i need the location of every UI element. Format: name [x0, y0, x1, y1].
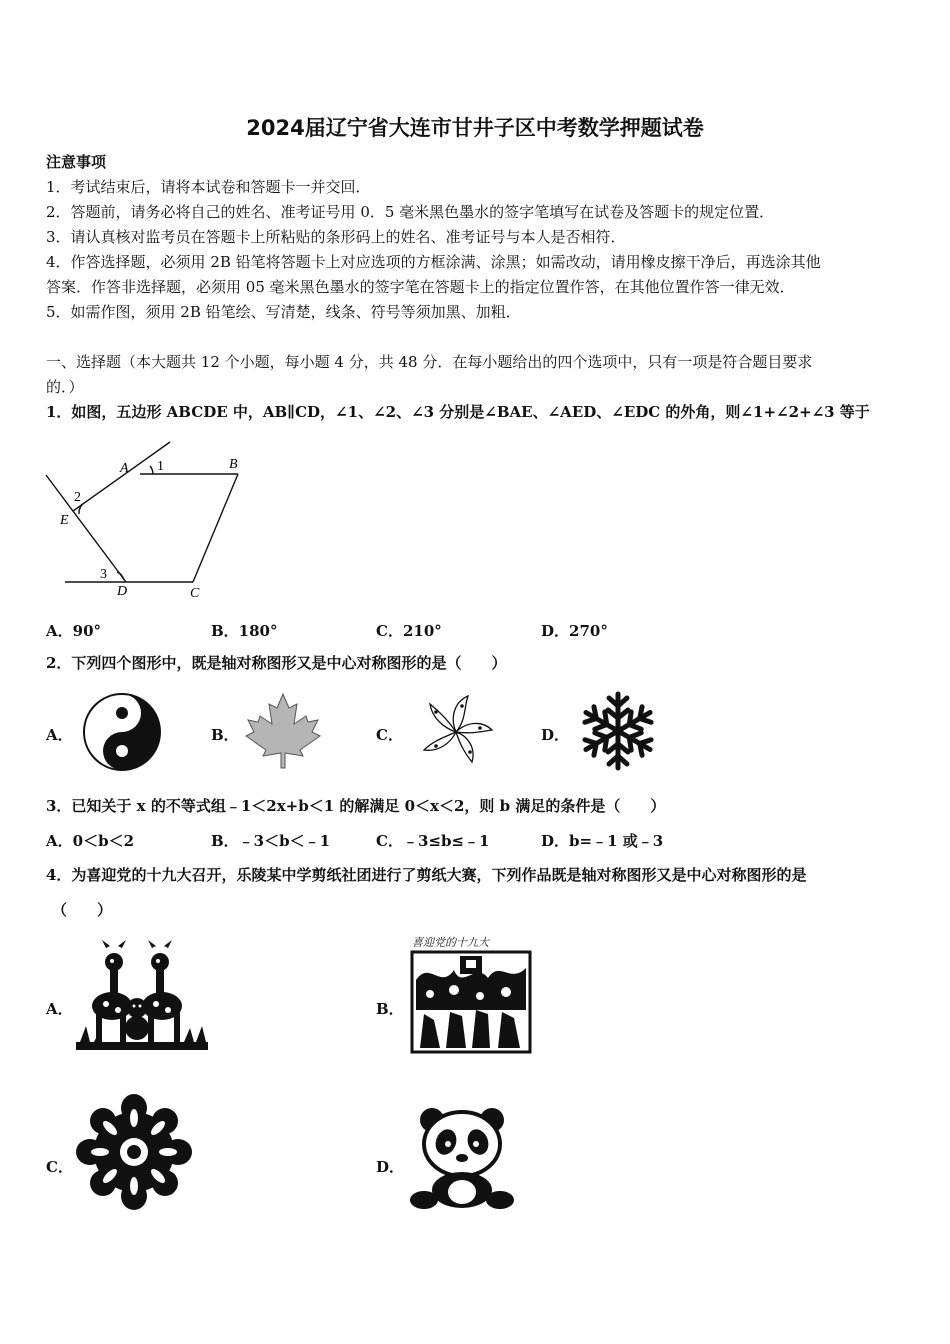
q2-option-a[interactable]: A．: [46, 726, 73, 744]
section-heading-cont: 的．）: [46, 378, 84, 396]
maple-leaf-icon: [242, 690, 324, 770]
label-angle-1: 1: [157, 459, 164, 474]
label-b: B: [229, 457, 238, 472]
q1-option-a[interactable]: A．90°: [46, 622, 102, 640]
label-e: E: [60, 513, 69, 528]
label-a: A: [120, 461, 129, 476]
q4-option-a[interactable]: A．: [46, 1000, 73, 1018]
q3-option-c[interactable]: C．﹣3≤b≤﹣1: [376, 832, 490, 850]
snowflake-icon: [575, 688, 661, 774]
label-d: D: [117, 584, 128, 599]
notice-item: 4．作答选择题，必须用 2B 铅笔将答题卡上对应选项的方框涂满、涂黑；如需改动，请用橡皮擦干净后，再选涂其他: [46, 253, 821, 271]
notice-item: 5．如需作图，须用 2B 铅笔绘、写清楚，线条、符号等须加黑、加粗．: [46, 303, 521, 321]
q2-option-c[interactable]: C．: [376, 726, 403, 744]
q1-option-d[interactable]: D．270°: [541, 622, 608, 640]
notice-item: 3．请认真核对监考员在答题卡上所粘贴的条形码上的姓名、准考证号与本人是否相符．: [46, 228, 626, 246]
label-angle-2: 2: [74, 490, 81, 505]
q4-stem: 4．为喜迎党的十九大召开，乐陵某中学剪纸社团进行了剪纸大赛，下列作品既是轴对称图形又是中心对称图形的是: [46, 866, 807, 884]
notice-item: 2．答题前，请务必将自己的姓名、准考证号用 0．5 毫米黑色墨水的签字笔填写在试卷及答题卡的规定位置．: [46, 203, 775, 221]
q2-option-d[interactable]: D．: [541, 726, 570, 744]
q3-stem: 3．已知关于 x 的不等式组﹣1＜2x+b＜1 的解满足 0＜x＜2，则 b 满足的条件是（ ）: [46, 797, 666, 815]
section-heading: 一、选择题（本大题共 12 个小题，每小题 4 分，共 48 分．在每小题给出的四个选项中，只有一项是符合题目要求: [46, 353, 813, 371]
q3-option-d[interactable]: D．b=﹣1 或﹣3: [541, 832, 664, 850]
party-scene-papercut-icon: [410, 950, 532, 1054]
q2-option-b[interactable]: B．: [211, 726, 239, 744]
label-c: C: [190, 586, 200, 601]
flower-papercut-icon: [76, 1094, 192, 1210]
label-angle-3: 3: [100, 567, 107, 582]
q4-paren: （ ）: [52, 901, 113, 919]
deer-papercut-icon: [76, 940, 208, 1052]
q4-option-b[interactable]: B．: [376, 1000, 404, 1018]
q1-option-b[interactable]: B．180°: [211, 622, 278, 640]
q1-option-c[interactable]: C．210°: [376, 622, 442, 640]
notice-item: 1．考试结束后，请将本试卷和答题卡一并交回．: [46, 178, 371, 196]
q4-option-d[interactable]: D．: [376, 1158, 405, 1176]
q1-stem: 1．如图，五边形 ABCDE 中，AB∥CD，∠1、∠2、∠3 分别是∠BAE、∠AED、∠EDC 的外角，则∠1+∠2+∠3 等于: [46, 403, 870, 421]
q3-option-b[interactable]: B．﹣3＜b＜﹣1: [211, 832, 331, 850]
q4-option-c[interactable]: C．: [46, 1158, 73, 1176]
q2-stem: 2．下列四个图形中，既是轴对称图形又是中心对称图形的是（ ）: [46, 654, 507, 672]
q3-option-a[interactable]: A．0＜b＜2: [46, 832, 135, 850]
yin-yang-icon: [80, 692, 166, 772]
panda-papercut-icon: [410, 1106, 514, 1210]
papercut-caption: 喜迎党的十九大: [412, 936, 489, 949]
page-title: 2024届辽宁省大连市甘井子区中考数学押题试卷: [246, 116, 704, 140]
bauhinia-flower-icon: [410, 690, 502, 774]
notice-heading: 注意事项: [46, 153, 107, 171]
notice-item: 答案．作答非选择题，必须用 05 毫米黑色墨水的签字笔在答题卡上的指定位置作答，在其他位置作答一律无效．: [46, 278, 795, 296]
